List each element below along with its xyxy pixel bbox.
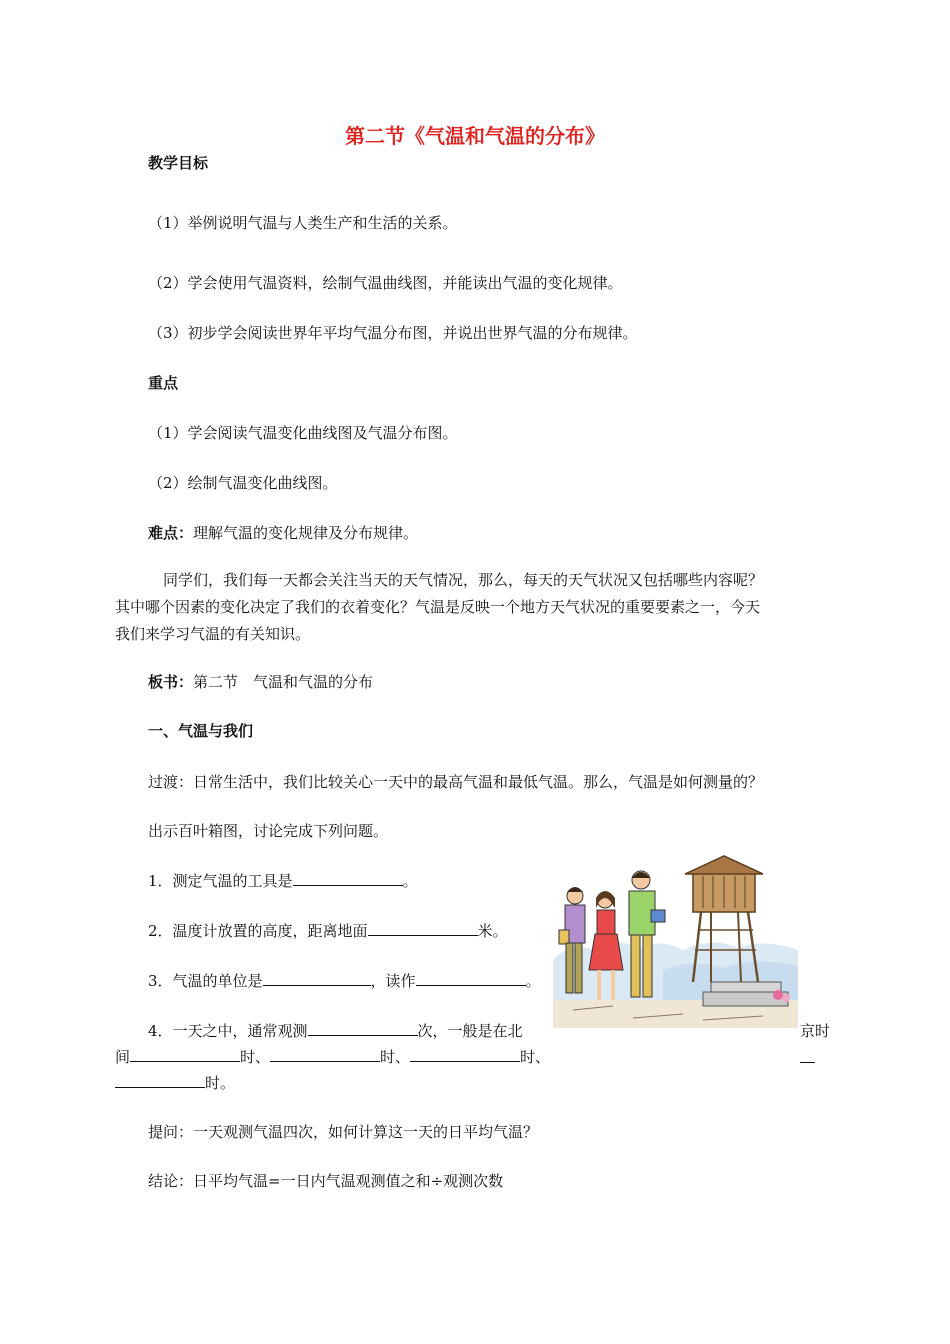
question-4-line-1	[148, 1020, 523, 1042]
key-point-1: （1）学会阅读气温变化曲线图及气温分布图。	[148, 424, 458, 442]
intro-line-3: 我们来学习气温的有关知识。	[115, 625, 311, 643]
question-4-text: 4．一天之中，通常观测	[148, 1022, 308, 1040]
intro-line-1: 同学们，我们每一天都会关注当天的天气情况，那么，每天的天气状况又包括哪些内容呢？	[163, 571, 764, 589]
section-heading: 一、气温与我们	[148, 722, 254, 740]
question-2-end: 米。	[477, 922, 508, 940]
show-instruction: 出示百叶箱图，讨论完成下列问题。	[148, 822, 389, 840]
difficulty-line	[148, 522, 418, 544]
answer-blank[interactable]	[263, 970, 371, 986]
difficulty-text: 理解气温的变化规律及分布规律。	[193, 524, 419, 542]
document-title: 第二节《气温和气温的分布》	[345, 124, 605, 148]
transition-text: 过渡：日常生活中，我们比较关心一天中的最高气温和最低气温。那么，气温是如何测量的？	[148, 773, 764, 791]
answer-blank[interactable]	[308, 1020, 418, 1036]
answer-blank-start[interactable]	[800, 1062, 815, 1063]
answer-blank[interactable]	[293, 870, 403, 886]
question-2	[148, 920, 508, 942]
intro-line-2: 其中哪个因素的变化决定了我们的衣着变化？气温是反映一个地方天气状况的重要要素之一，今天	[115, 598, 761, 616]
stevenson-screen-illustration	[553, 850, 798, 1028]
objective-3: （3）初步学会阅读世界年平均气温分布图，并说出世界气温的分布规律。	[148, 324, 638, 342]
objective-1: （1）举例说明气温与人类生产和生活的关系。	[148, 214, 458, 232]
board-line	[148, 671, 373, 693]
question-2-text: 2．温度计放置的高度，距离地面	[148, 922, 368, 940]
question-3-mid: ，读作	[370, 972, 416, 990]
answer-blank[interactable]	[416, 970, 526, 986]
question-4-sep: 时、	[240, 1048, 271, 1066]
difficulty-label: 难点：	[148, 524, 194, 542]
key-points-heading: 重点	[148, 374, 179, 392]
question-3-end: 。	[525, 972, 541, 990]
question-4-mid: 次，一般是在北	[417, 1022, 523, 1040]
board-label: 板书：	[148, 673, 194, 691]
answer-blank[interactable]	[115, 1072, 205, 1088]
question-3	[148, 970, 541, 992]
question-4-line-3	[115, 1072, 235, 1094]
key-point-2: （2）绘制气温变化曲线图。	[148, 474, 338, 492]
answer-blank[interactable]	[368, 920, 478, 936]
question-3-text: 3．气温的单位是	[148, 972, 263, 990]
conclusion: 结论：日平均气温=一日内气温观测值之和÷观测次数	[148, 1172, 504, 1190]
question-1	[148, 870, 418, 892]
question-ask: 提问：一天观测气温四次，如何计算这一天的日平均气温？	[148, 1123, 539, 1141]
question-1-end: 。	[402, 872, 418, 890]
objectives-heading: 教学目标	[148, 154, 209, 172]
question-1-text: 1．测定气温的工具是	[148, 872, 293, 890]
objective-2: （2）学会使用气温资料，绘制气温曲线图，并能读出气温的变化规律。	[148, 274, 623, 292]
question-4-line-2	[115, 1046, 550, 1068]
question-4-sep: 时、	[520, 1048, 551, 1066]
question-4-end: 时。	[205, 1074, 236, 1092]
question-4-sep: 时、	[380, 1048, 411, 1066]
question-4-wrap: 京时	[800, 1022, 831, 1040]
answer-blank[interactable]	[270, 1046, 380, 1062]
question-4-prefix: 间	[115, 1048, 131, 1066]
board-text: 第二节 气温和气温的分布	[193, 673, 374, 691]
answer-blank[interactable]	[410, 1046, 520, 1062]
answer-blank[interactable]	[130, 1046, 240, 1062]
